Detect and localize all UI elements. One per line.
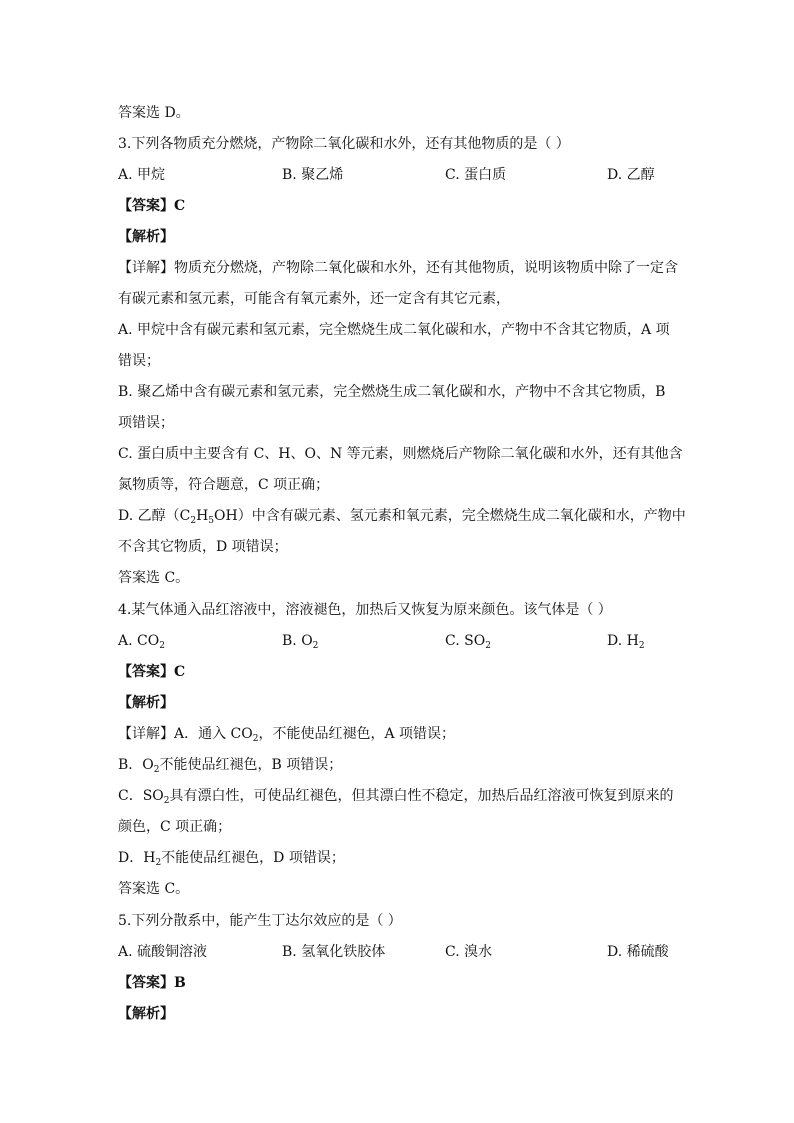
q3-analysis-heading: 【解析】 <box>118 229 174 245</box>
question-4: 4.某气体通入品红溶液中，溶液褪色，加热后又恢复为原来颜色。该气体是（ ） <box>118 602 612 618</box>
q3-detail-line: 【详解】物质充分燃烧，产物除二氧化碳和水外，还有其他物质，说明该物质中除了一定含 <box>118 260 678 276</box>
q5-option-a: A. 硫酸铜溶液 <box>118 944 208 960</box>
q4-summary: 答案选 C。 <box>118 881 190 897</box>
q4-detail-line: 【详解】A．通入 $CO_2$，不能使品红褪色，A 项错误； <box>118 726 456 744</box>
q3-detail-line: 错误； <box>118 353 160 369</box>
answer-line-d: 答案选 D。 <box>118 105 190 121</box>
q5-option-d: D. 稀硫酸 <box>607 944 669 960</box>
q4-answer: 【答案】C <box>118 664 186 680</box>
q5-option-b: B. 氢氧化铁胶体 <box>282 944 386 960</box>
q5-option-c: C. 溴水 <box>445 944 493 960</box>
q4-option-c: C. $SO_2$ <box>445 633 491 651</box>
q4-detail-line: B．$O_2$不能使品红褪色，B 项错误； <box>118 757 343 775</box>
q3-option-a: A. 甲烷 <box>118 167 166 183</box>
q3-detail-line: 氮物质等，符合题意，C 项正确； <box>118 477 330 493</box>
q5-answer: 【答案】B <box>118 975 186 991</box>
q4-detail-line: D．$H_2$不能使品红褪色，D 项错误； <box>118 850 345 868</box>
q3-detail-line: 不含其它物质，D 项错误； <box>118 539 288 555</box>
q3-detail-line: A. 甲烷中含有碳元素和氢元素，完全燃烧生成二氧化碳和水，产物中不含其它物质，A 项 <box>118 322 670 338</box>
q4-detail-line: C．$SO_2$具有漂白性，可使品红褪色，但其漂白性不稳定，加热后品红溶液可恢复到原来的 <box>118 788 674 806</box>
q3-option-b: B. 聚乙烯 <box>282 167 344 183</box>
q3-detail-line: 有碳元素和氢元素，可能含有氧元素外，还一定含有其它元素， <box>118 291 510 307</box>
q4-option-d: D. $H_2$ <box>607 633 645 651</box>
q3-detail-line: B. 聚乙烯中含有碳元素和氢元素，完全燃烧生成二氧化碳和水，产物中不含其它物质，B <box>118 384 666 400</box>
question-3: 3.下列各物质充分燃烧，产物除二氧化碳和水外，还有其他物质的是（ ） <box>118 136 570 152</box>
q3-summary: 答案选 C。 <box>118 570 190 586</box>
q4-option-b: B. $O_2$ <box>282 633 319 651</box>
q3-detail-line: C. 蛋白质中主要含有 C、H、O、N 等元素，则燃烧后产物除二氧化碳和水外，还有其他含 <box>118 446 683 462</box>
question-5: 5.下列分散系中，能产生丁达尔效应的是（ ） <box>118 913 402 929</box>
q5-analysis-heading: 【解析】 <box>118 1006 174 1022</box>
q4-analysis-heading: 【解析】 <box>118 695 174 711</box>
q4-detail-line: 颜色，C 项正确； <box>118 819 232 835</box>
q3-option-d: D. 乙醇 <box>607 167 655 183</box>
q3-detail-line: D. 乙醇$(C_2H_5OH)$中含有碳元素、氢元素和氧元素，完全燃烧生成二氧化碳和水，产物中 <box>118 508 686 526</box>
q3-option-c: C. 蛋白质 <box>445 167 507 183</box>
q3-answer: 【答案】C <box>118 198 186 214</box>
q4-option-a: A. $CO_2$ <box>118 633 165 651</box>
q3-detail-line: 项错误； <box>118 415 174 431</box>
